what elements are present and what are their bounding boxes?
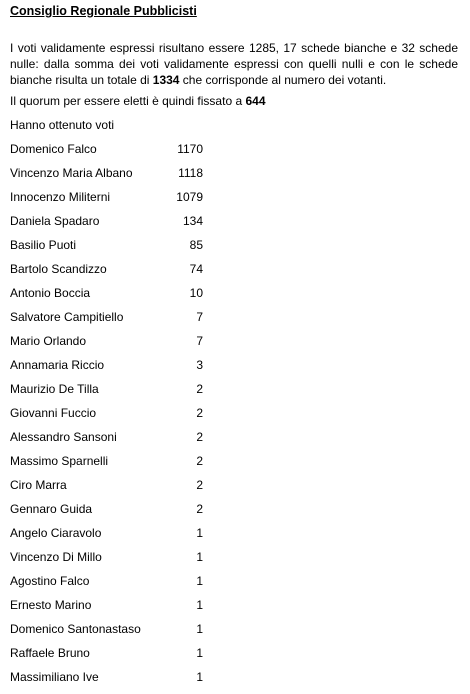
candidate-name: Innocenzo Militerni [10, 190, 111, 204]
candidate-name: Giovanni Fuccio [10, 406, 97, 420]
candidate-name: Vincenzo Maria Albano [10, 166, 133, 180]
result-row [10, 142, 210, 166]
votes-heading: Hanno ottenuto voti [10, 118, 115, 132]
candidate-votes: 134 [182, 214, 203, 228]
candidate-name: Raffaele Bruno [10, 646, 90, 660]
candidate-name: Alessandro Sansoni [10, 430, 117, 444]
result-row [10, 526, 210, 550]
result-row [10, 238, 210, 262]
document-title: Consiglio Regionale Pubblicisti [10, 4, 197, 18]
candidate-name: Gennaro Guida [10, 502, 93, 516]
candidate-name: Basilio Puoti [10, 238, 77, 252]
candidate-votes: 74 [189, 262, 203, 276]
result-row [10, 454, 210, 478]
result-row [10, 646, 210, 670]
candidate-name: Mario Orlando [10, 334, 87, 348]
candidate-name: Bartolo Scandizzo [10, 262, 107, 276]
intro-total-voters: 1334 [152, 73, 180, 87]
result-row [10, 574, 210, 598]
result-row [10, 478, 210, 502]
candidate-name: Massimo Sparnelli [10, 454, 109, 468]
quorum-text: Il quorum per essere eletti è quindi fissato a [10, 94, 246, 108]
result-row [10, 262, 210, 286]
candidate-name: Antonio Boccia [10, 286, 91, 300]
candidate-votes: 2 [196, 382, 203, 396]
candidate-votes: 3 [196, 358, 203, 372]
intro-text-before: I voti validamente espressi risultano essere 1285, 17 schede bianche e 32 schede nulle: dalla somma dei voti validamente espressi con quelli nulli e con le schede bianche risulta un totale di [10, 41, 458, 87]
candidate-votes: 7 [196, 310, 203, 324]
result-row [10, 670, 210, 694]
candidate-votes: 1 [196, 526, 203, 540]
candidate-votes: 1 [196, 646, 203, 660]
candidate-votes: 2 [196, 430, 203, 444]
candidate-votes: 2 [196, 454, 203, 468]
result-row [10, 430, 210, 454]
candidate-votes: 1 [196, 670, 203, 684]
candidate-name: Salvatore Campitiello [10, 310, 124, 324]
intro-text-after: che corrisponde al numero dei votanti. [179, 73, 387, 87]
result-row [10, 622, 210, 646]
candidate-votes: 1 [196, 598, 203, 612]
result-row [10, 334, 210, 358]
candidate-votes: 2 [196, 478, 203, 492]
candidate-name: Domenico Santonastaso [10, 622, 141, 636]
candidate-name: Maurizio De Tilla [10, 382, 99, 396]
result-row [10, 406, 210, 430]
candidate-votes: 2 [196, 406, 203, 420]
candidate-votes: 1 [196, 622, 203, 636]
candidate-votes: 1 [196, 550, 203, 564]
candidate-votes: 10 [189, 286, 203, 300]
candidate-votes: 85 [189, 238, 203, 252]
result-row [10, 214, 210, 238]
candidate-votes: 7 [196, 334, 203, 348]
result-row [10, 166, 210, 190]
candidate-name: Domenico Falco [10, 142, 97, 156]
result-row [10, 310, 210, 334]
intro-paragraph [10, 40, 458, 88]
candidate-name: Ernesto Marino [10, 598, 92, 612]
candidate-votes: 1170 [177, 142, 203, 156]
result-row [10, 598, 210, 622]
results-list [10, 142, 210, 694]
candidate-name: Agostino Falco [10, 574, 90, 588]
result-row [10, 502, 210, 526]
quorum-line [10, 94, 266, 108]
result-row [10, 286, 210, 310]
candidate-votes: 1 [196, 574, 203, 588]
quorum-value: 644 [245, 94, 266, 108]
result-row [10, 382, 210, 406]
candidate-name: Ciro Marra [10, 478, 67, 492]
candidate-votes: 2 [196, 502, 203, 516]
candidate-name: Daniela Spadaro [10, 214, 100, 228]
result-row [10, 550, 210, 574]
candidate-name: Vincenzo Di Millo [10, 550, 102, 564]
result-row [10, 190, 210, 214]
candidate-votes: 1079 [176, 190, 203, 204]
candidate-name: Annamaria Riccio [10, 358, 105, 372]
candidate-votes: 1118 [178, 166, 203, 180]
result-row [10, 358, 210, 382]
candidate-name: Angelo Ciaravolo [10, 526, 102, 540]
candidate-name: Massimiliano Ive [10, 670, 99, 684]
